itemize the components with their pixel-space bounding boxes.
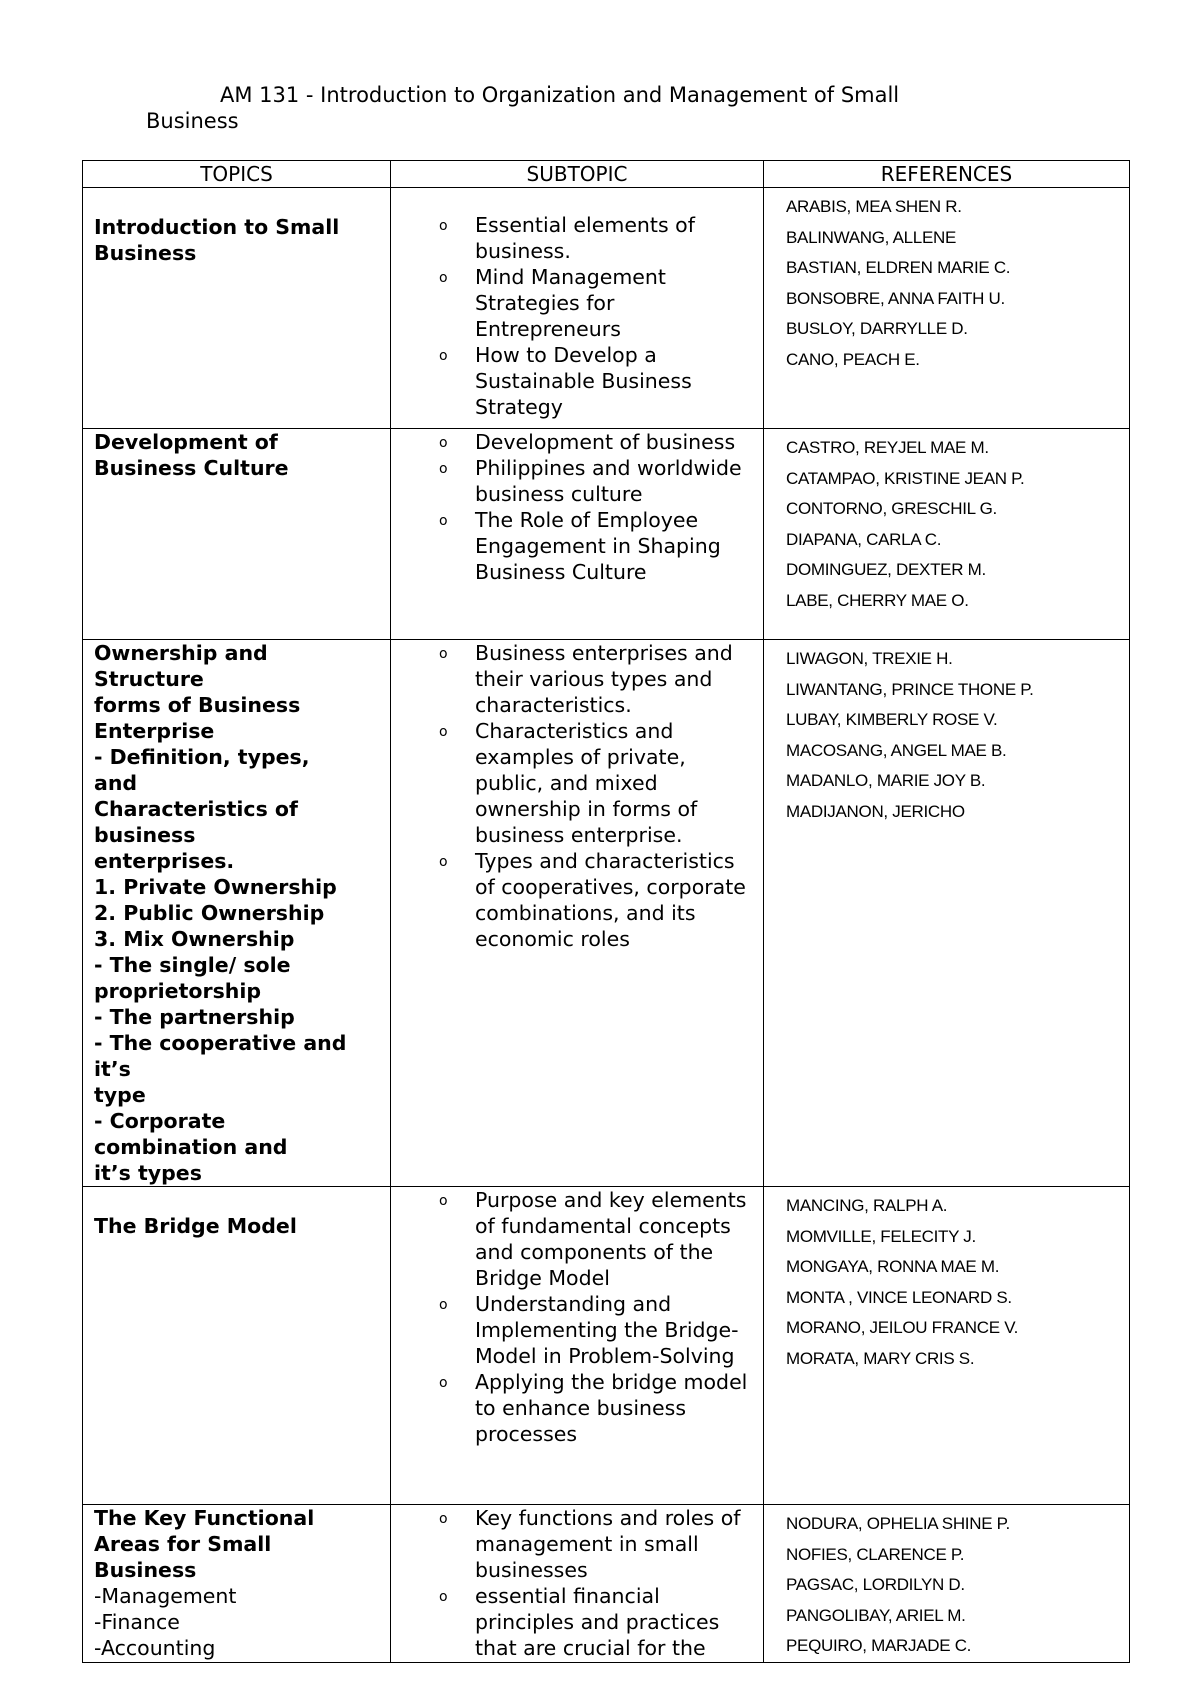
- header-subtopic: SUBTOPIC: [391, 161, 764, 188]
- topic-subitems: -Management -Finance -Accounting: [94, 1584, 237, 1660]
- subtopic-text: Mind Management Strategies for Entrepreneurs: [475, 265, 666, 341]
- topic-title: The Bridge Model: [94, 1214, 297, 1238]
- reference-name: ARABIS, MEA SHEN R.: [786, 197, 962, 216]
- reference-name: MORANO, JEILOU FRANCE V.: [786, 1318, 1019, 1337]
- reference-name: MORATA, MARY CRIS S.: [786, 1348, 975, 1368]
- topic-title: The Key Functional Areas for Small Business: [94, 1506, 315, 1582]
- subtopic-text: Key functions and roles of management in small businesses: [475, 1506, 741, 1582]
- bullet-icon: o: [439, 1375, 448, 1391]
- reference-name: CATAMPAO, KRISTINE JEAN P.: [786, 468, 1025, 488]
- reference-name: DIAPANA, CARLA C.: [786, 529, 942, 549]
- bullet-icon: o: [439, 854, 448, 870]
- subtopic-text: Business enterprises and their various types and characteristics.: [475, 641, 733, 717]
- subtopic-item: [391, 848, 763, 952]
- reference-name: PEQUIRO, MARJADE C.: [786, 1636, 972, 1655]
- subtopic-item: [391, 342, 763, 420]
- subtopic-text: The Role of Employee Engagement in Shaping Business Culture: [475, 508, 721, 584]
- document-title: [146, 82, 1046, 134]
- subtopic-text: Applying the bridge model to enhance business processes: [475, 1370, 748, 1446]
- subtopic-item: [391, 1369, 763, 1447]
- reference-name: BALINWANG, ALLENE: [786, 227, 956, 247]
- reference-name: DOMINGUEZ, DEXTER M.: [786, 560, 986, 579]
- subtopic-text: Characteristics and examples of private, public, and mixed ownership in forms of business enterprise.: [475, 719, 698, 847]
- subtopic-item: [391, 718, 763, 848]
- subtopic-item: [391, 1187, 763, 1291]
- reference-name: MONGAYA, RONNA MAE M.: [786, 1257, 1000, 1276]
- reference-name: CONTORNO, GRESCHIL G.: [786, 499, 997, 518]
- reference-name: NODURA, OPHELIA SHINE P.: [786, 1514, 1010, 1533]
- references-cell: [764, 640, 1130, 1187]
- bullet-icon: o: [439, 1297, 448, 1313]
- bullet-icon: o: [439, 1511, 448, 1527]
- bullet-icon: o: [439, 218, 448, 234]
- bullet-icon: o: [439, 646, 448, 662]
- topic-title: Development of Business Culture: [94, 430, 289, 480]
- reference-name: PAGSAC, LORDILYN D.: [786, 1575, 965, 1594]
- reference-name: MADIJANON, JERICHO: [786, 801, 965, 821]
- subtopic-cell: [391, 1187, 764, 1505]
- bullet-icon: o: [439, 513, 448, 529]
- topic-cell: [83, 1505, 391, 1663]
- subtopic-cell: [391, 640, 764, 1187]
- topics-table: [82, 160, 1130, 1663]
- reference-name: MADANLO, MARIE JOY B.: [786, 771, 986, 790]
- reference-name: BUSLOY, DARRYLLE D.: [786, 319, 968, 338]
- subtopic-cell: [391, 188, 764, 429]
- reference-name: LUBAY, KIMBERLY ROSE V.: [786, 710, 998, 729]
- table-row: [83, 429, 1130, 640]
- title-line-2: Business: [146, 109, 239, 133]
- reference-name: MACOSANG, ANGEL MAE B.: [786, 740, 1007, 760]
- reference-name: NOFIES, CLARENCE P.: [786, 1544, 965, 1564]
- references-cell: [764, 188, 1130, 429]
- subtopic-text: Essential elements of business.: [475, 213, 695, 263]
- references-cell: [764, 1505, 1130, 1663]
- references-cell: [764, 429, 1130, 640]
- table-row: [83, 188, 1130, 429]
- reference-name: MOMVILLE, FELECITY J.: [786, 1226, 976, 1246]
- bullet-icon: o: [439, 1193, 448, 1209]
- subtopic-text: How to Develop a Sustainable Business Strategy: [475, 343, 692, 419]
- reference-name: LIWANTANG, PRINCE THONE P.: [786, 679, 1034, 699]
- subtopic-text: essential financial principles and practices that are crucial for the: [475, 1584, 720, 1660]
- topic-cell: [83, 640, 391, 1187]
- header-topics: TOPICS: [83, 161, 391, 188]
- reference-name: BASTIAN, ELDREN MARIE C.: [786, 258, 1011, 277]
- topic-cell: [83, 1187, 391, 1505]
- subtopic-item: [391, 1505, 763, 1583]
- bullet-icon: o: [439, 724, 448, 740]
- reference-name: MONTA , VINCE LEONARD S.: [786, 1287, 1012, 1307]
- table-row: [83, 640, 1130, 1187]
- subtopic-text: Understanding and Implementing the Bridge-Model in Problem-Solving: [475, 1292, 739, 1368]
- subtopic-cell: [391, 429, 764, 640]
- bullet-icon: o: [439, 1589, 448, 1605]
- reference-name: LABE, CHERRY MAE O.: [786, 590, 969, 610]
- reference-name: CANO, PEACH E.: [786, 349, 920, 369]
- table-row: [83, 1505, 1130, 1663]
- subtopic-item: [391, 1291, 763, 1369]
- subtopic-item: [391, 507, 763, 585]
- reference-name: PANGOLIBAY, ARIEL M.: [786, 1605, 966, 1625]
- topic-title: Ownership and Structure forms of Business Enterprise - Definition, types, and Characteristics of business enterprises. 1. Private Ownership 2. Public Ownership 3. Mix Ownership - The single/ sole proprietorship - The partnership - The cooperative and it’s type - Corporate combination and it’s types: [94, 641, 347, 1185]
- bullet-icon: o: [439, 270, 448, 286]
- reference-name: LIWAGON, TREXIE H.: [786, 649, 953, 668]
- subtopic-item: [391, 640, 763, 718]
- header-references: REFERENCES: [764, 161, 1130, 188]
- bullet-icon: o: [439, 348, 448, 364]
- reference-name: BONSOBRE, ANNA FAITH U.: [786, 288, 1005, 308]
- subtopic-cell: [391, 1505, 764, 1663]
- topic-cell: [83, 188, 391, 429]
- subtopic-text: Development of business: [475, 430, 736, 454]
- subtopic-text: Philippines and worldwide business culture: [475, 456, 742, 506]
- subtopic-text: Types and characteristics of cooperatives, corporate combinations, and its economic roles: [475, 849, 746, 951]
- table-header-row: [83, 161, 1130, 188]
- topic-cell: [83, 429, 391, 640]
- bullet-icon: o: [439, 435, 448, 451]
- subtopic-item: [391, 264, 763, 342]
- bullet-icon: o: [439, 461, 448, 477]
- subtopic-text: Purpose and key elements of fundamental concepts and components of the Bridge Model: [475, 1188, 747, 1290]
- title-line-1: AM 131 - Introduction to Organization and Management of Small: [220, 83, 900, 107]
- subtopic-item: [391, 212, 763, 264]
- references-cell: [764, 1187, 1130, 1505]
- table-row: [83, 1187, 1130, 1505]
- topic-title: Introduction to Small Business: [94, 215, 340, 265]
- subtopic-item: [391, 1583, 763, 1661]
- subtopic-item: [391, 455, 763, 507]
- subtopic-item: [391, 429, 763, 455]
- reference-name: CASTRO, REYJEL MAE M.: [786, 438, 989, 457]
- reference-name: MANCING, RALPH A.: [786, 1196, 948, 1215]
